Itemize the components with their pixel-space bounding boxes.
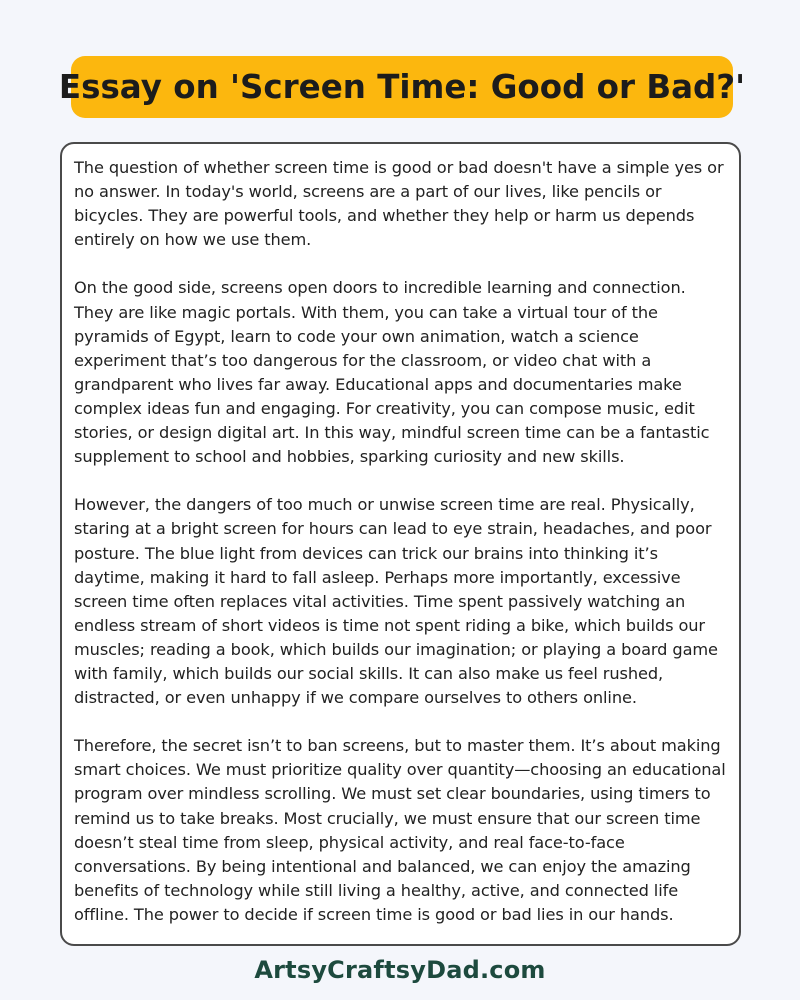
essay-box bbox=[60, 142, 741, 946]
page-title: Essay on 'Screen Time: Good or Bad?' bbox=[58, 68, 746, 106]
footer-brand: ArtsyCraftsyDad.com bbox=[254, 956, 546, 984]
essay-paragraph-1: The question of whether screen time is good or bad doesn't have a simple yes or no answer. In today's world, screens are a part of our lives, like pencils or bicycles. They are powerful tools, and whether they help or harm us depends entirely on how we use them. bbox=[74, 158, 724, 250]
essay-paragraph-4: Therefore, the secret isn’t to ban screens, but to master them. It’s about making smart choices. We must prioritize quality over quantity—choosing an educational program over mindless scrolling. We must set clear boundaries, using timers to remind us to take breaks. Most crucially, we must ensure that our screen time doesn’t steal time from sleep, physical activity, and real face-to-face conversations. By being intentional and balanced, we can enjoy the amazing benefits of technology while still living a healthy, active, and connected life offline. The power to decide if screen time is good or bad lies in our hands. bbox=[74, 736, 726, 924]
essay-paragraph-2: On the good side, screens open doors to incredible learning and connection. They are like magic portals. With them, you can take a virtual tour of the pyramids of Egypt, learn to code your own animation, watch a science experiment that’s too dangerous for the classroom, or video chat with a grandparent who lives far away. Educational apps and documentaries make complex ideas fun and engaging. For creativity, you can compose music, edit stories, or design digital art. In this way, mindful screen time can be a fantastic supplement to school and hobbies, sparking curiosity and new skills. bbox=[74, 278, 710, 467]
essay-paragraph-3: However, the dangers of too much or unwise screen time are real. Physically, staring at a bright screen for hours can lead to eye strain, headaches, and poor posture. The blue light from devices can trick our brains into thinking it’s daytime, making it hard to fall asleep. Perhaps more importantly, excessive screen time often replaces vital activities. Time spent passively watching an endless stream of short videos is time not spent riding a bike, which builds our muscles; reading a book, which builds our imagination; or playing a board game with family, which builds our social skills. It can also make us feel rushed, distracted, or even unhappy if we compare ourselves to others online. bbox=[74, 495, 718, 708]
title-banner bbox=[58, 56, 746, 118]
